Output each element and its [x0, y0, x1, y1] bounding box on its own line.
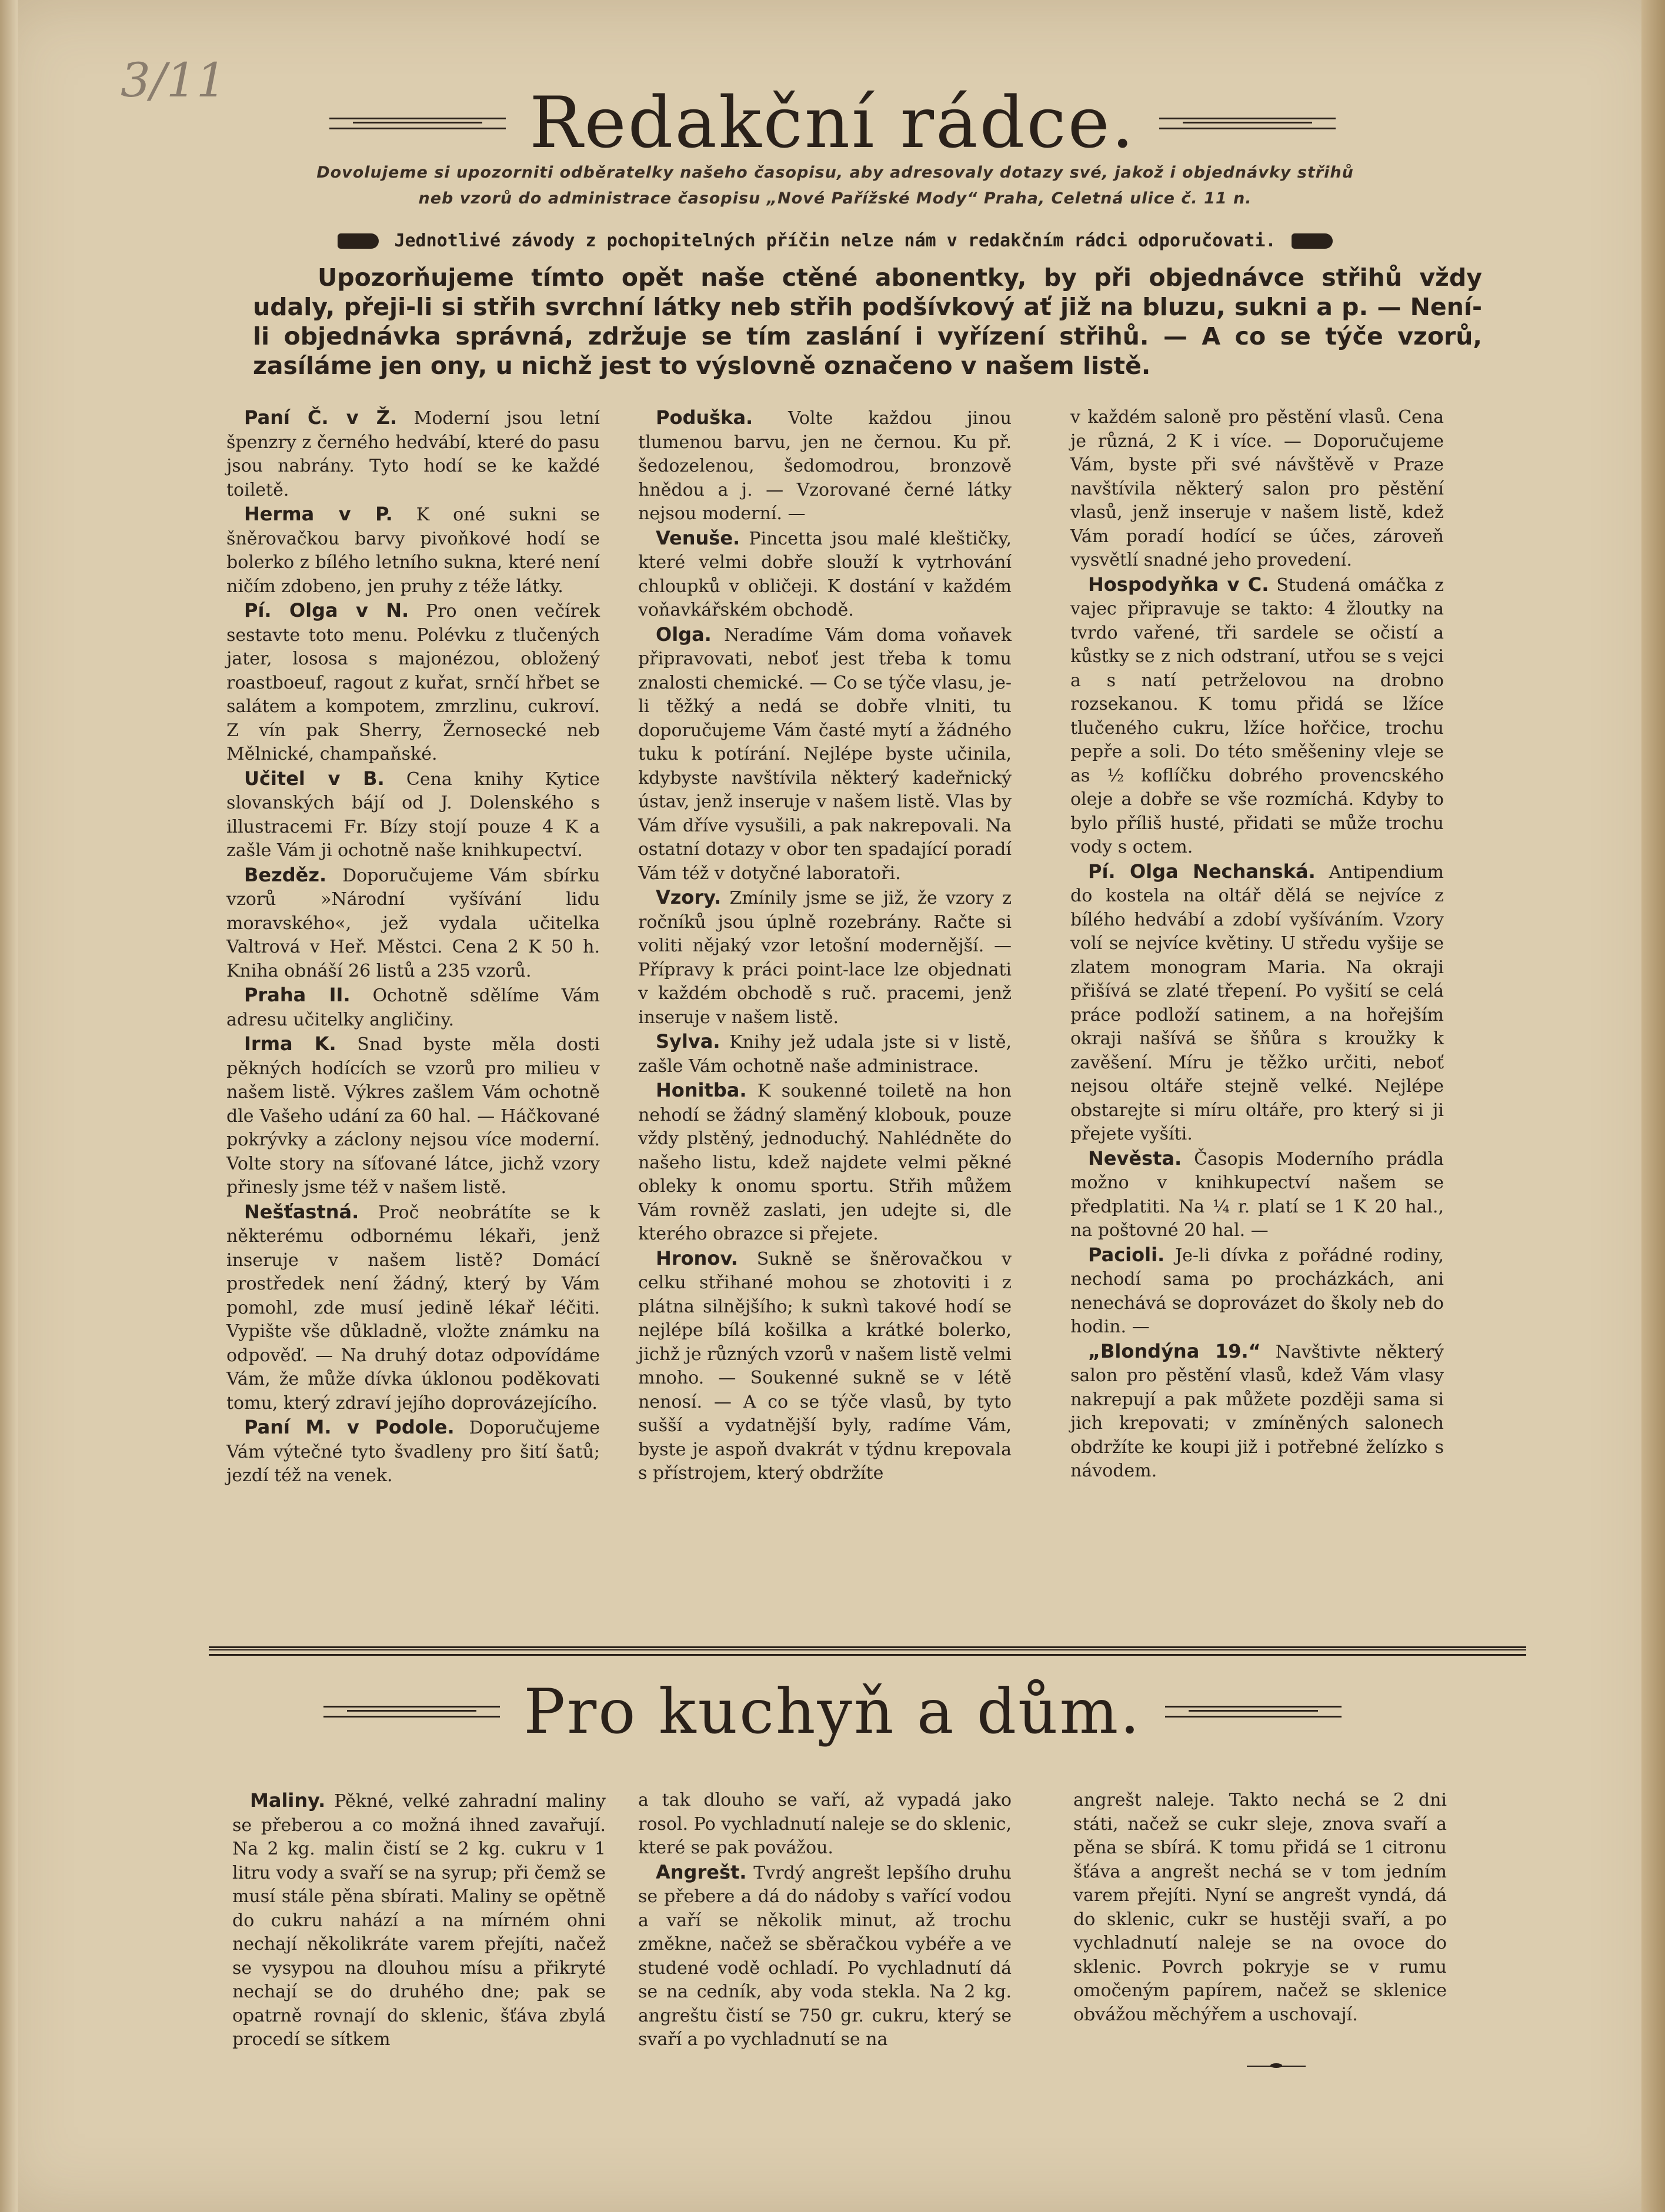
entry-heading: Irma K.	[244, 1033, 336, 1055]
entry	[638, 623, 1012, 886]
entry-text: Tvrdý angrešt lepšího druhu se přebere a dá do nádoby s vařící vodou a vaří se několik minut, až trochu změkne, načež se sběračkou vybéře a ve studené vodě ochladí. Po vychladnutí dá se na cedník, aby voda stekla. Na 2 kg. angreštu čistí se 750 gr. cukru, který se svaří a po vychladnutí se na	[638, 1862, 1012, 2050]
entry-heading: Pacioli.	[1088, 1243, 1165, 1266]
intro-paragraph: Upozorňujeme tímto opět naše ctěné abonentky, by při objednávce střihů vždy udaly, přeji-li si střih svrchní látky neb střih podšívkový ať již na bluzu, sukni a p. — Není-li objednávka správná, zdržuje se tím zaslání i vyřízení střihů. — A co se týče vzorů, zasíláme jen ony, u nichž jest to výslovně označeno v našem listě.	[253, 263, 1482, 380]
entry-text: Ochotně sdělíme Vám adresu učitelky angličiny.	[226, 985, 600, 1030]
entry-text: Doporučujeme Vám sbírku vzorů »Národní vyšívání lidu moravského«, jež vydala učitelka Valtrová v Heř. Městci. Cena 2 K 50 h. Kniha obnáší 26 listů a 235 vzorů.	[226, 865, 600, 981]
entry-heading: Nešťastná.	[244, 1200, 359, 1223]
entry	[226, 983, 600, 1032]
entry	[226, 863, 600, 984]
pointing-hand-icon	[1292, 233, 1333, 249]
entry-heading: Praha II.	[244, 984, 351, 1006]
entry-heading: Paní M. v Podole.	[244, 1416, 455, 1438]
entry-heading: Poduška.	[656, 406, 753, 429]
title-rule-left	[323, 1706, 500, 1718]
entry	[1070, 1147, 1444, 1243]
entry-text: Je-li dívka z pořádné rodiny, nechodí sama po procházkách, ani nenechává se doprovázet do školy neb do hodin. —	[1070, 1245, 1444, 1337]
entry-heading: Učitel v B.	[244, 767, 385, 790]
entry	[226, 1415, 600, 1488]
entry	[226, 502, 600, 599]
entry	[226, 406, 600, 502]
entry	[638, 406, 1012, 526]
entry-text: Cena knihy Kytice slovanských bájí od J. Dolenského s illustracemi Fr. Bízy stojí pouze 4 K a zašle Vám ji ochotně naše knihkupectví.	[226, 768, 600, 861]
entry	[1070, 406, 1444, 573]
entry	[638, 526, 1012, 623]
advice-column-3	[1070, 406, 1444, 1483]
entry-heading: Nevěsta.	[1088, 1147, 1182, 1170]
entry	[638, 1078, 1012, 1247]
entry	[226, 599, 600, 767]
entry-heading: Hospodyňka v C.	[1088, 573, 1269, 596]
kitchen-column-3	[1073, 1789, 1447, 2027]
entry-heading: Pí. Olga Nechanská.	[1088, 860, 1316, 883]
entry	[1070, 1243, 1444, 1339]
entry-heading: Paní Č. v Ž.	[244, 406, 398, 429]
entry	[226, 767, 600, 863]
title-rule-left	[329, 118, 506, 129]
section-divider	[209, 1646, 1526, 1656]
entry	[638, 886, 1012, 1030]
entry	[226, 1200, 600, 1416]
entry-text: Studená omáčka z vajec připravuje se takto: 4 žloutky na tvrdo vařené, tři sardele se očistí a kůstky se z nich odstraní, utřou se s vejci a s natí petrželovou na drobno rozsekanou. K tomu přidá se lžíce tlučeného cukru, lžíce hořčice, trochu pepře a soli. Do této směšeniny vleje se as ½ koflíčku dobrého provencského oleje a dobře se vše rozmíchá. Kdyby to bylo příliš husté, přidati se může trochu vody s octem.	[1070, 574, 1444, 857]
notice-line-1: Dovolujeme si upozorniti odběratelky našeho časopisu, aby adresovaly dotazy své, jakož i objednávky střihů	[316, 163, 1354, 182]
notice-text	[259, 160, 1412, 212]
entry-heading: Vzory.	[656, 886, 722, 908]
entry-heading: Angrešt.	[656, 1860, 747, 1883]
notice-bold-text: Jednotlivé závody z pochopitelných příčin nelze nám v redakčním rádci odporučovati.	[394, 230, 1276, 251]
page-right-edge	[1641, 0, 1665, 2212]
entry	[1073, 1789, 1447, 2027]
entry-heading: Hronov.	[656, 1247, 738, 1269]
entry	[638, 1030, 1012, 1078]
entry	[226, 1032, 600, 1200]
entry	[638, 1789, 1012, 1860]
entry-text: K soukenné toiletě na hon nehodí se žádný slaměný klobouk, pouze vždy plstěný, jednoduchý. Nahlédněte do našeho listu, kdež najdete velmi pěkné obleky k onomu sportu. Střih můžem Vám rovněž zaslati, jen udejte si, dle kterého obrazce si přejete.	[638, 1081, 1012, 1244]
advice-column-1	[226, 406, 600, 1488]
entry-text: Časopis Moderního prádla možno v knihkupectví našem se předplatiti. Na ¼ r. platí se 1 K 20 hal., na poštovné 20 hal. —	[1070, 1148, 1444, 1241]
advice-column-2	[638, 406, 1012, 1486]
entry	[1070, 1339, 1444, 1483]
entry-heading: Sylva.	[656, 1030, 720, 1052]
entry-text: Neradíme Vám doma voňavek připravovati, neboť jest třeba k tomu znalosti chemické. — Co se týče vlasu, je-li těžký a nedá se dobře vlniti, tu doporučujeme Vám časté mytí a žádného tuku k potírání. Nejlépe byste učinila, kdybyste navštívila některý kadeřnický ústav, jenž inseruje v našem listě. Vlas by Vám dříve vysušili, a pak nakrepovali. Na ostatní dotazy v obor ten spadající poradí Vám též v dotyčné laboratoři.	[638, 624, 1012, 884]
entry-heading: Pí. Olga v N.	[244, 599, 409, 622]
entry-text: Snad byste měla dosti pěkných hodících se vzorů pro milieu v našem listě. Výkres zašlem Vám ochotně dle Vašeho udání za 60 hal. — Háčkované pokrývky a záclony nejsou více moderní. Volte story na síťované látce, jichž vzory přinesly jsme též v našem listě.	[226, 1034, 600, 1198]
entry-text: Moderní jsou letní špenzry z černého hedvábí, které do pasu jsou nabrány. Tyto hodí se ke každé toiletě.	[226, 408, 600, 500]
entry-text: a tak dlouho se vaří, až vypadá jako rosol. Po vychladnutí naleje se do sklenic, které se pak povážou.	[638, 1790, 1012, 1858]
entry-text: Knihy jež udala jste si v listě, zašle Vám ochotně naše administrace.	[638, 1032, 1012, 1077]
notice-bold-row	[282, 230, 1388, 251]
pointing-hand-icon	[338, 233, 379, 249]
entry-heading: Maliny.	[250, 1789, 326, 1812]
entry-text: K oné sukni se šněrovačkou barvy pivoňkové hodí se bolerko z bílého letního sukna, které není ničím zdobeno, jen pruhy z téže látky.	[226, 504, 600, 597]
entry-text: Doporučujeme Vám výtečné tyto švadleny pro šití šatů; jezdí též na venek.	[226, 1418, 600, 1486]
entry-heading: Olga.	[656, 623, 712, 646]
page-title: Redakční rádce.	[529, 82, 1136, 164]
entry-text: v každém saloně pro pěstění vlasů. Cena je různá, 2 K i více. — Doporučujeme Vám, byste při své návštěvě v Praze navštívila některý salon pro pěstění vlasů, jenž inseruje v našem listě, kdež Vám poradí hodící se účes, zároveň vysvětlí snadné jeho provedení.	[1070, 407, 1444, 570]
page-left-edge	[0, 0, 18, 2212]
entry-heading: Venuše.	[656, 526, 740, 549]
kitchen-column-2	[638, 1789, 1012, 2052]
section-title-kitchen	[0, 1676, 1665, 1747]
entry	[232, 1789, 606, 2052]
kitchen-column-1	[232, 1789, 606, 2052]
entry-text: Navštivte některý salon pro pěstění vlasů, kdež Vám vlasy nakrepují a pak můžete později sama si jich krepovati; v zmíněných salonech obdržíte ke koupi již i potřebné želízko s návodem.	[1070, 1341, 1444, 1481]
entry-text: Zmínily jsme se již, že vzory z ročníků jsou úplně rozebrány. Račte si voliti nějaký vzor letošní modernější. — Přípravy k práci point-lace lze objednati v každém obchodě s ruč. pracemi, jenž inseruje v našem listě.	[638, 888, 1012, 1028]
entry	[1070, 860, 1444, 1147]
entry-text: Antipendium do kostela na oltář dělá se nejvíce z bílého hedvábí a zdobí vyšíváním. Vzory volí se nejvíce květiny. U středu vyšije se zlatem monogram Maria. Na okraji přišívá se zlaté třepení. Po vyšití se celá práce podloží satinem, a na hořejším okraji našívá se šňůra s kroužky k zavěšení. Míru je těžko určiti, neboť nejsou oltáře stejně velké. Nejlépe obstarejte si míru oltáře, pro který si ji přejete vyšíti.	[1070, 861, 1444, 1144]
entry-heading: „Blondýna 19.“	[1088, 1339, 1261, 1362]
entry-text: angrešt naleje. Takto nechá se 2 dni státi, načež se cukr sleje, znova svaří a pěna se sbírá. K tomu přidá se 1 citronu šťáva a angrešt nechá se v tom jedním varem přejíti. Nyní se angrešt vyndá, dá do sklenic, cukr se hustěji svaří, a po vychladnutí naleje se na ovoce do sklenic. Povrch pokryje se v rumu omočeným papírem, načež se sklenice obvážou měchýřem a uschovají.	[1073, 1790, 1447, 2025]
notice-line-2: neb vzorů do administrace časopisu „Nové Pařížské Mody“ Praha, Celetná ulice č. 11 n.	[418, 189, 1252, 208]
pencil-mark: 3/11	[121, 53, 226, 108]
entry-heading: Herma v P.	[244, 503, 393, 525]
entry-heading: Honitba.	[656, 1079, 747, 1101]
entry-text: Pro onen večírek sestavte toto menu. Polévku z tlučených jater, lososa s majonézou, obložený roastboeuf, ragout z kuřat, srnčí hřbet se salátem a kompotem, zmrzlinu, cukroví. Z vín pak Sherry, Žernosecké neb Mělnické, champaňské.	[226, 601, 600, 764]
entry-text: Pěkné, velké zahradní maliny se přeberou a co možná ihned zavařují. Na 2 kg. malin čistí se 2 kg. cukru v 1 litru vody a svaří se na syrup; při čemž se musí stále pěna sbírati. Maliny se opětně do cukru nahází a na mírném ohni nechají několikráte varem přejíti, načež se vysypou na dlouhou mísu a přikryté nechají se do druhého dne; pak se opatrně rovnají do sklenic, šťáva zbylá procedí se sítkem	[232, 1791, 606, 2050]
title-rule-right	[1165, 1706, 1342, 1718]
section-title-advice	[0, 82, 1665, 164]
entry-heading: Bezděz.	[244, 863, 327, 886]
entry-text: Sukně se šněrovačkou v celku střihané mohou se zhotoviti i z plátna silnějšího; k suknì takové hodí se nejlépe bílá košilka a krátké bolerko, jichž je různých vzorů v našem listě velmi mnoho. — Soukenné sukně se v létě nenosí. — A co se týče vlasů, by tyto sušší a vydatnější byly, radíme Vám, byste je aspoň dvakrát v týdnu krepovala s přístrojem, který obdržíte	[638, 1248, 1012, 1483]
entry-text: Volte každou jinou tlumenou barvu, jen ne černou. Ku př. šedozelenou, šedomodrou, bronzově hnědou a j. — Vzorované černé látky nejsou moderní. —	[638, 408, 1012, 524]
entry-text: Pincetta jsou malé kleštičky, které velmi dobře slouží k vytrhování chloupků v obličeji. K dostání v každém voňavkářském obchodě.	[638, 528, 1012, 620]
kitchen-title: Pro kuchyň a dům.	[523, 1676, 1142, 1747]
entry	[638, 1247, 1012, 1486]
entry	[1070, 573, 1444, 860]
title-rule-right	[1159, 118, 1336, 129]
entry-text: Proč neobrátíte se k některému odbornému lékaři, jenž inseruje v našem listě? Domácí prostředek není žádný, který by Vám pomohl, zde musí jedině lékař léčiti. Vypište vše důkladně, vložte známku na odpověď. — Na druhý dotaz odpovídáme Vám, že může dívka úklonou poděkovati tomu, který zdraví jejího doprovázejícího.	[226, 1202, 600, 1414]
entry	[638, 1860, 1012, 2052]
end-ornament	[1247, 2066, 1306, 2073]
